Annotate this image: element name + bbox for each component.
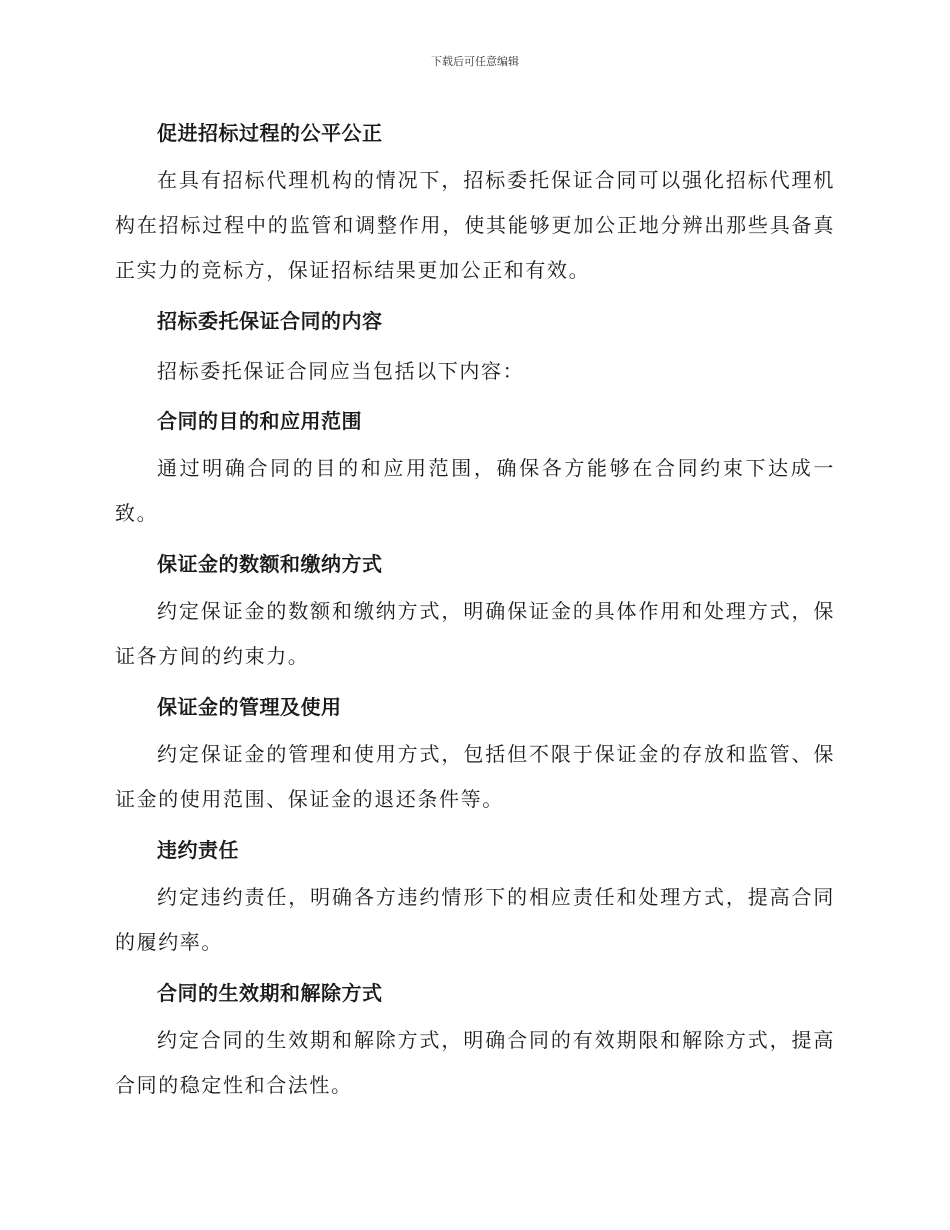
section-paragraph: 招标委托保证合同应当包括以下内容： [157,359,525,383]
section-paragraph: 约定违约责任，明确各方违约情形下的相应责任和处理方式，提高合同的履约率。 [115,885,835,954]
section-paragraph: 约定合同的生效期和解除方式，明确合同的有效期限和解除方式，提高合同的稳定性和合法性。 [115,1028,835,1097]
section-heading: 保证金的管理及使用 [157,695,342,719]
section-paragraph: 在具有招标代理机构的情况下，招标委托保证合同可以强化招标代理机构在招标过程中的监管和调整作用，使其能够更加公正地分辨出那些具备真正实力的竞标方，保证招标结果更加公正和有效。 [115,168,835,282]
section-paragraph: 通过明确合同的目的和应用范围，确保各方能够在合同约束下达成一致。 [115,456,835,525]
section-heading: 促进招标过程的公平公正 [157,121,383,145]
section-heading: 合同的目的和应用范围 [157,409,362,433]
document-body [115,108,835,1108]
section-paragraph: 约定保证金的数额和缴纳方式，明确保证金的具体作用和处理方式，保证各方间的约束力。 [115,599,835,668]
page-header: 下载后可任意编辑 [431,55,519,68]
section-heading: 合同的生效期和解除方式 [157,981,383,1005]
section-heading: 违约责任 [157,838,239,862]
section-heading: 保证金的数额和缴纳方式 [157,552,383,576]
section-heading: 招标委托保证合同的内容 [157,309,383,333]
section-paragraph: 约定保证金的管理和使用方式，包括但不限于保证金的存放和监管、保证金的使用范围、保证金的退还条件等。 [115,742,835,811]
